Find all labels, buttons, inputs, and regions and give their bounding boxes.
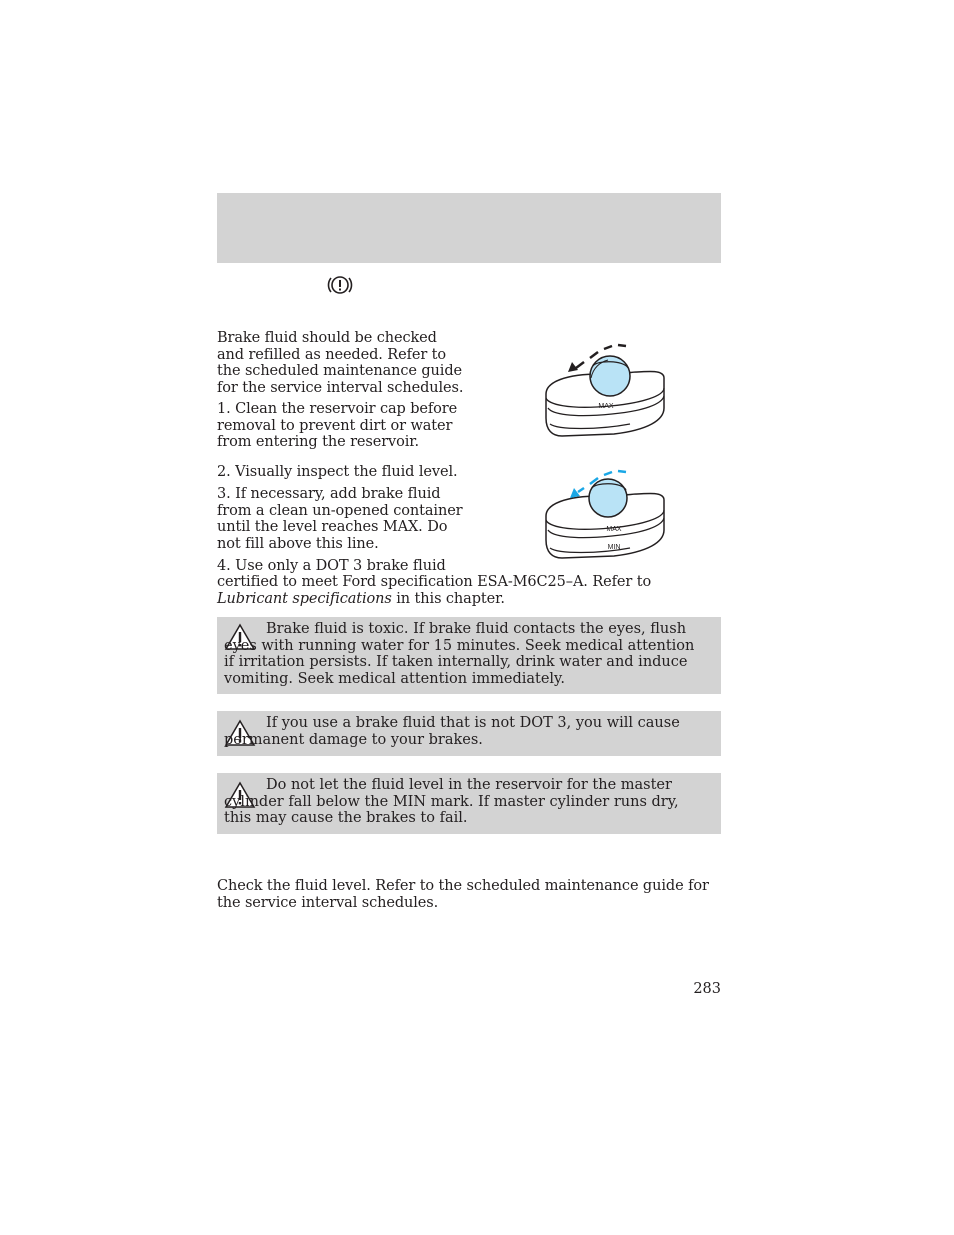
reservoir-cap-removal-figure xyxy=(538,338,674,442)
warning-dot3 xyxy=(217,711,721,756)
step-2: 2. Visually inspect the fluid level. xyxy=(217,464,458,480)
warning-toxic-text: Brake fluid is toxic. If brake fluid contacts the eyes, flush eyes with running water for 15 minutes. Seek medical attention if irritation persists. If taken internally, drink water and induce vomiting. Seek medical attention immediately. xyxy=(224,621,695,687)
step-4-text: certified to meet Ford specification ESA-M6C25–A. Refer to xyxy=(217,574,652,590)
closing-paragraph: Check the fluid level. Refer to the scheduled maintenance guide for the service interval schedules. xyxy=(217,878,709,911)
step-4-line-1: 4. Use only a DOT 3 brake fluid xyxy=(217,558,446,574)
lubricant-specifications-reference: Lubricant specifications xyxy=(217,590,392,607)
max-label: MAX xyxy=(606,526,622,533)
max-label: MAX xyxy=(598,403,614,410)
step-3: 3. If necessary, add brake fluid from a clean un-opened container until the level reaches MAX. Do not fill above this line. xyxy=(217,486,463,552)
intro-paragraph: Brake fluid should be checked and refilled as needed. Refer to the scheduled maintenance guide for the service interval schedules. xyxy=(217,330,464,396)
brake-warning-icon xyxy=(327,274,353,296)
warning-toxic xyxy=(217,617,721,694)
page-number: 283 xyxy=(693,981,721,997)
warning-min-level-text: Do not let the fluid level in the reservoir for the master cylinder fall below the MIN mark. If master cylinder runs dry, this may cause the brakes to fail. xyxy=(224,777,679,827)
step-4-text-end: in this chapter. xyxy=(391,590,505,607)
step-4-continuation xyxy=(217,574,721,607)
section-header-band xyxy=(217,193,721,263)
warning-min-level xyxy=(217,773,721,834)
warning-dot3-text: If you use a brake fluid that is not DOT 3, you will cause permanent damage to your brakes. xyxy=(224,715,680,748)
step-1: 1. Clean the reservoir cap before removal to prevent dirt or water from entering the reservoir. xyxy=(217,401,458,451)
min-label: MIN xyxy=(607,544,621,551)
fluid-level-figure xyxy=(538,464,674,564)
